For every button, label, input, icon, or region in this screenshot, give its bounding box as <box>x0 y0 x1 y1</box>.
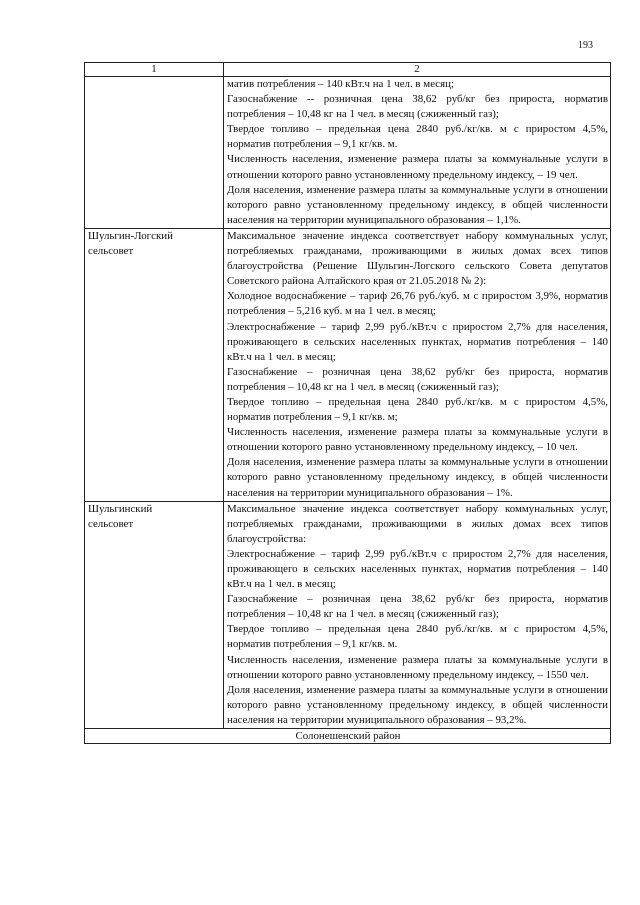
municipality-name: Шульгин-Логский <box>88 229 173 242</box>
region-row <box>85 729 611 744</box>
paragraph: Электроснабжение – тариф 2,99 руб./кВт.ч с приростом 2,7% для населения, проживающего в сельских населенных пунктах, норматив потребления – 140 кВт.ч на 1 чел. в месяц; <box>227 320 608 363</box>
table-row <box>85 501 611 728</box>
description-cell <box>224 501 611 728</box>
table-header-row <box>85 63 611 77</box>
municipality-type: сельсовет <box>88 517 134 530</box>
paragraph: Численность населения, изменение размера платы за коммунальные услуги в отношении которого равно установленному предельному индексу, – 10 чел. <box>227 426 608 454</box>
paragraph: Газоснабжение – розничная цена 38,62 руб/кг без прироста, норматив потребления – 10,48 кг на 1 чел. в месяц (сжиженный газ); <box>227 593 608 621</box>
municipality-cell <box>85 501 224 728</box>
table-row <box>85 77 611 229</box>
description-cell <box>224 77 611 229</box>
paragraph: Максимальное значение индекса соответствует набору коммунальных услуг, потребляемых гражданами, проживающими в жилых домах всех типов благоустройства (Решение Шульгин-Логского сельского Совета депутатов Советского района Алтайского края от 21.05.2018 № 2): <box>227 229 608 288</box>
municipal-table <box>84 62 611 744</box>
page-number: 193 <box>578 40 593 51</box>
paragraph: Доля населения, изменение размера платы за коммунальные услуги в отношении которого равно установленному предельному индексу, в общей численности населения на территории муниципального образования – 93,2%. <box>227 683 608 726</box>
region-heading: Солонешенский район <box>85 729 611 744</box>
table-row <box>85 228 611 501</box>
paragraph: Твердое топливо – предельная цена 2840 руб./кг/кв. м с приростом 4,5%, норматив потребления – 9,1 кг/кв. м; <box>227 395 608 424</box>
paragraph: Доля населения, изменение размера платы за коммунальные услуги в отношении которого равно установленному предельному индексу, в общей численности населения на территории муниципального образования – 1%. <box>227 456 608 499</box>
paragraph: Численность населения, изменение размера платы за коммунальные услуги в отношении которого равно установленному предельному индексу, – 19 чел. <box>227 153 608 181</box>
paragraph: матив потребления – 140 кВт.ч на 1 чел. в месяц; <box>227 78 454 90</box>
municipality-cell <box>85 228 224 501</box>
description-cell <box>224 228 611 501</box>
paragraph: Твердое топливо – предельная цена 2840 руб./кг/кв. м с приростом 4,5%, норматив потребления – 9,1 кг/кв. м. <box>227 123 608 151</box>
paragraph: Газоснабжение – розничная цена 38,62 руб/кг без прироста, норматив потребления – 10,48 кг на 1 чел. в месяц (сжиженный газ); <box>227 365 608 393</box>
column-header: 2 <box>224 63 611 77</box>
paragraph: Численность населения, изменение размера платы за коммунальные услуги в отношении которого равно установленному предельному индексу, – 1550 чел. <box>227 653 608 681</box>
paragraph: Холодное водоснабжение – тариф 26,76 руб./куб. м с приростом 3,9%, норматив потребления – 5,216 куб. м на 1 чел. в месяц; <box>227 290 608 318</box>
municipality-type: сельсовет <box>88 245 134 258</box>
column-header: 1 <box>85 63 224 77</box>
paragraph: Электроснабжение – тариф 2,99 руб./кВт.ч с приростом 2,7% для населения, проживающего в сельских населенных пунктах, норматив потребления – 140 кВт.ч на 1 чел. в месяц; <box>227 547 608 591</box>
paragraph: Газоснабжение -- розничная цена 38,62 руб/кг без прироста, норматив потребления – 10,48 кг на 1 чел. в месяц (сжиженный газ); <box>227 93 608 121</box>
paragraph: Твердое топливо – предельная цена 2840 руб./кг/кв. м с приростом 4,5%, норматив потребления – 9,1 кг/кв. м. <box>227 623 608 651</box>
paragraph: Доля населения, изменение размера платы за коммунальные услуги в отношении которого равно установленному предельному индексу, в общей численности населения на территории муниципального образования – 1,1%. <box>227 183 608 226</box>
municipality-cell <box>85 77 224 229</box>
paragraph: Максимальное значение индекса соответствует набору коммунальных услуг, потребляемых гражданами, проживающими в жилых домах всех типов благоустройства: <box>227 502 608 545</box>
municipality-name: Шульгинский <box>88 502 153 515</box>
